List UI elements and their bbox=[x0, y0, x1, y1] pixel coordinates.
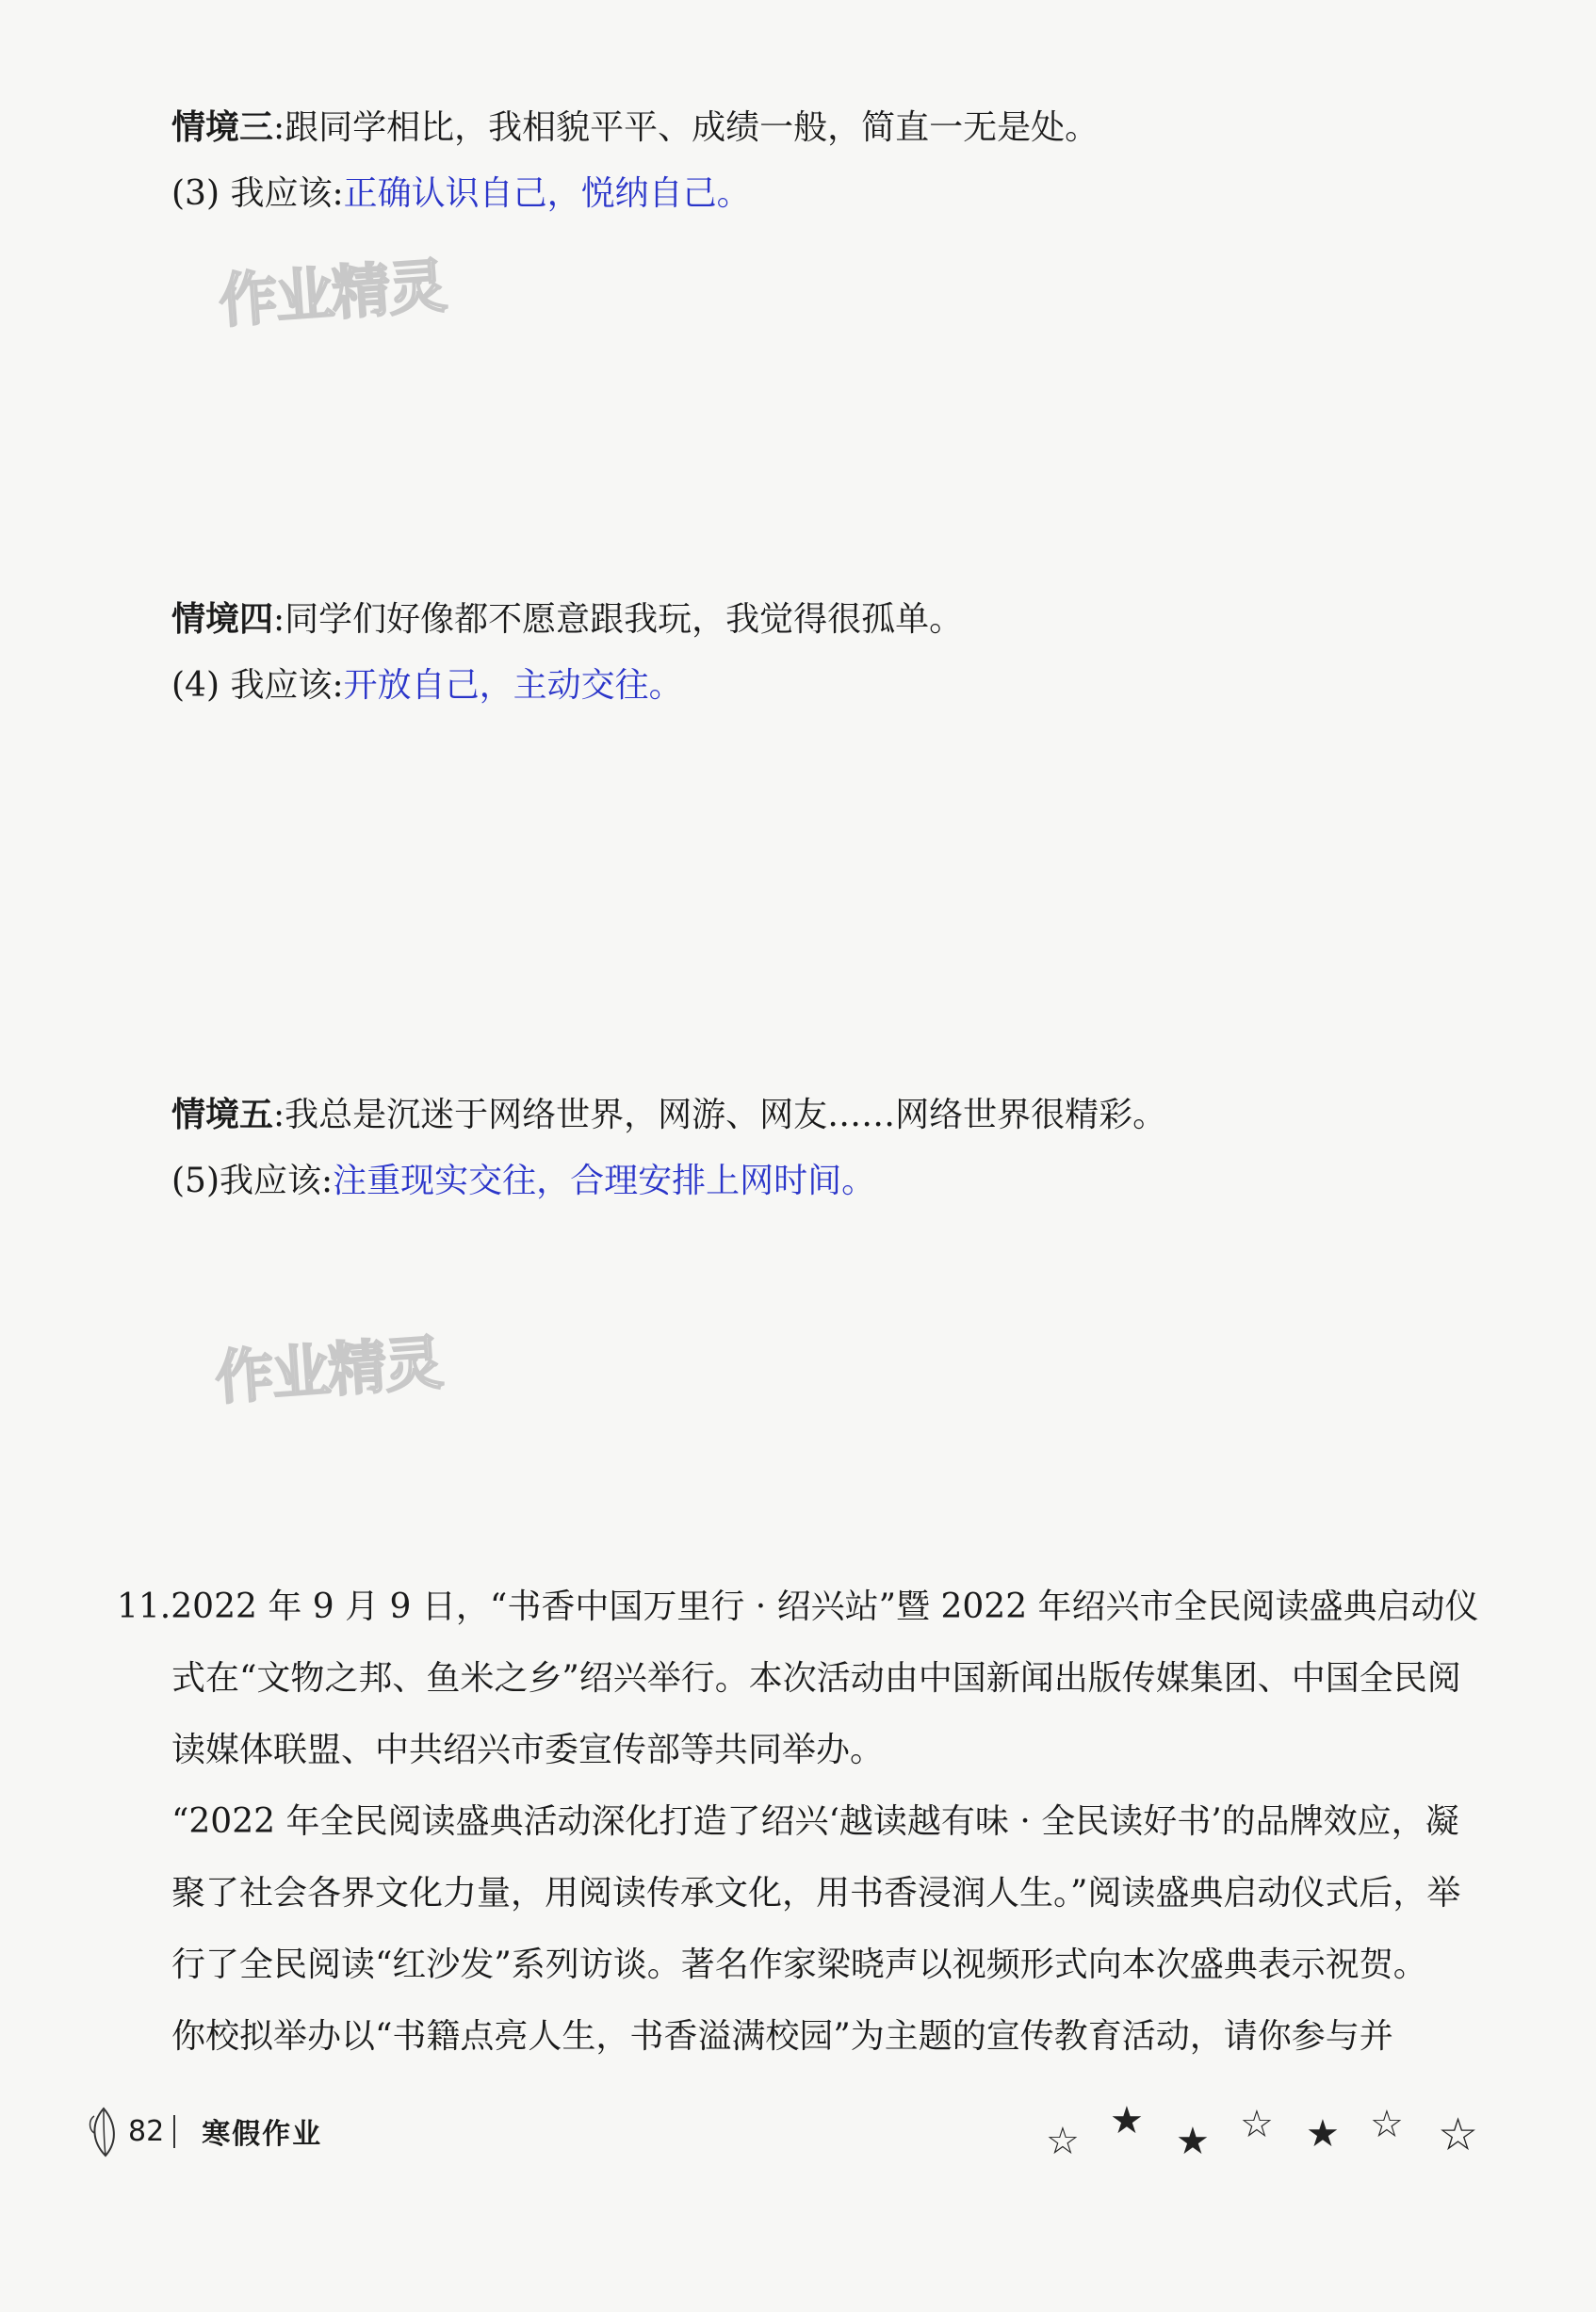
question-paragraph: 11.2022 年 9 月 9 日，“书香中国万里行 · 绍兴站”暨 2022 年绍兴市全民阅读盛典启动仪式在“文物之邦、鱼米之乡”绍兴举行。本次活动由中国新闻出版传媒集团、中国全民阅读媒体联盟、中共绍兴市委宣传部等共同举办。 bbox=[117, 1587, 1479, 1769]
leaf-icon bbox=[87, 2105, 124, 2157]
scenario-label: 情境三 bbox=[171, 108, 274, 147]
question-number: 11. bbox=[117, 1587, 171, 1626]
answer-5 bbox=[171, 1159, 875, 1204]
scenario-text: 同学们好像都不愿意跟我玩，我觉得很孤单。 bbox=[285, 600, 964, 639]
star-icon: ☆ bbox=[1438, 2108, 1479, 2161]
answer-4 bbox=[171, 663, 683, 708]
handwritten-answer: 注重现实交往，合理安排上网时间。 bbox=[333, 1162, 876, 1200]
scenario-5: 情境五:我总是沉迷于网络世界，网游、网友……网络世界很精彩。 bbox=[171, 1096, 1167, 1134]
star-icon: ☆ bbox=[1370, 2103, 1404, 2146]
star-icon: ★ bbox=[1306, 2112, 1340, 2156]
star-icon: ☆ bbox=[1046, 2120, 1080, 2163]
answer-prompt: (4) 我应该: bbox=[171, 666, 344, 705]
handwritten-answer: 正确认识自己，悦纳自己。 bbox=[343, 174, 751, 213]
scenario-text: 跟同学相比，我相貌平平、成绩一般，简直一无是处。 bbox=[285, 108, 1099, 147]
scenario-label: 情境四 bbox=[171, 600, 274, 639]
scenario-label: 情境五 bbox=[171, 1096, 274, 1134]
scenario-text: 我总是沉迷于网络世界，网游、网友……网络世界很精彩。 bbox=[285, 1096, 1167, 1134]
star-row bbox=[1046, 2099, 1498, 2165]
footer-title: 寒假作业 bbox=[202, 2118, 323, 2151]
answer-prompt: (3) 我应该: bbox=[171, 174, 344, 213]
question-11 bbox=[117, 1571, 1490, 2073]
handwritten-answer: 开放自己，主动交往。 bbox=[343, 666, 683, 705]
answer-prompt: (5)我应该: bbox=[171, 1162, 334, 1200]
scenario-3: 情境三:跟同学相比，我相貌平平、成绩一般，简直一无是处。 bbox=[171, 108, 1099, 147]
star-icon: ★ bbox=[1176, 2120, 1210, 2163]
page-number: 82 bbox=[124, 2115, 175, 2148]
star-icon: ☆ bbox=[1240, 2103, 1274, 2146]
answer-3 bbox=[171, 171, 751, 217]
star-icon: ★ bbox=[1110, 2099, 1144, 2142]
watermark: 作业精灵 bbox=[213, 1327, 444, 1413]
watermark: 作业精灵 bbox=[217, 251, 448, 336]
question-paragraph: 你校拟举办以“书籍点亮人生，书香溢满校园”为主题的宣传教育活动，请你参与并 bbox=[171, 2017, 1393, 2056]
page-footer bbox=[87, 2103, 322, 2159]
question-paragraph: “2022 年全民阅读盛典活动深化打造了绍兴‘越读越有味 · 全民读好书’的品牌效应，凝聚了社会各界文化力量，用阅读传承文化，用书香浸润人生。”阅读盛典启动仪式后，举行了全民阅读“红沙发”系列访谈。著名作家梁晓声以视频形式向本次盛典表示祝贺。 bbox=[171, 1802, 1461, 1984]
scenario-4: 情境四:同学们好像都不愿意跟我玩，我觉得很孤单。 bbox=[171, 600, 964, 639]
